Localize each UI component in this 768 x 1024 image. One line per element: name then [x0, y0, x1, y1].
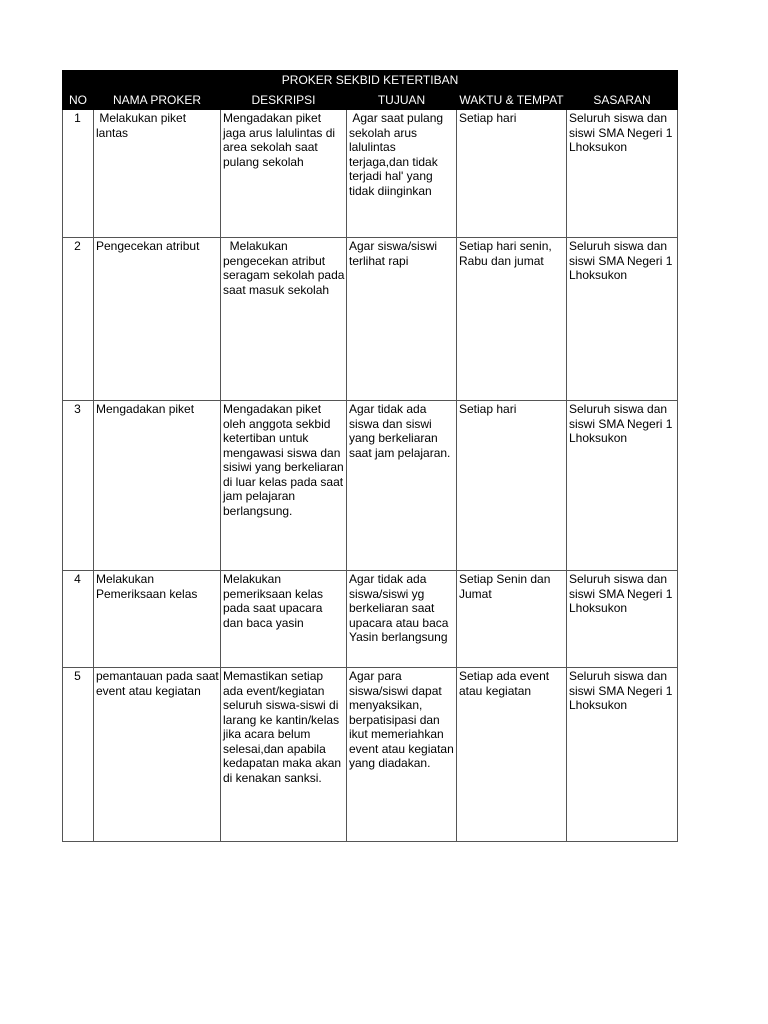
header-waktu-tempat: WAKTU & TEMPAT	[457, 91, 567, 110]
cell-no: 3	[63, 401, 94, 571]
document-page	[62, 70, 677, 842]
proker-table	[62, 70, 678, 842]
cell-deskripsi: Mengadakan piket oleh anggota sekbid ketertiban untuk mengawasi siswa dan sisiwi yang berkeliaran di luar kelas pada saat jam pelajaran berlangsung.	[221, 401, 347, 571]
cell-waktu-tempat: Setiap hari	[457, 110, 567, 238]
cell-sasaran: Seluruh siswa dan siswi SMA Negeri 1 Lhoksukon	[567, 668, 678, 842]
table-row	[63, 668, 678, 842]
cell-deskripsi: Melakukan pengecekan atribut seragam sekolah pada saat masuk sekolah	[221, 238, 347, 401]
cell-no: 4	[63, 571, 94, 668]
cell-no: 2	[63, 238, 94, 401]
cell-nama-proker: Mengadakan piket	[94, 401, 221, 571]
cell-deskripsi: Mengadakan piket jaga arus lalulintas di area sekolah saat pulang sekolah	[221, 110, 347, 238]
cell-nama-proker: Melakukan Pemeriksaan kelas	[94, 571, 221, 668]
table-row	[63, 571, 678, 668]
cell-sasaran: Seluruh siswa dan siswi SMA Negeri 1 Lhoksukon	[567, 110, 678, 238]
cell-tujuan: Agar saat pulang sekolah arus lalulintas terjaga,dan tidak terjadi hal' yang tidak diinginkan	[347, 110, 457, 238]
table-title-row	[63, 71, 678, 91]
cell-no: 5	[63, 668, 94, 842]
header-tujuan: TUJUAN	[347, 91, 457, 110]
header-sasaran: SASARAN	[567, 91, 678, 110]
header-deskripsi: DESKRIPSI	[221, 91, 347, 110]
header-no: NO	[63, 91, 94, 110]
table-row	[63, 401, 678, 571]
cell-no: 1	[63, 110, 94, 238]
cell-sasaran: Seluruh siswa dan siswi SMA Negeri 1 Lhoksukon	[567, 401, 678, 571]
cell-deskripsi: Memastikan setiap ada event/kegiatan seluruh siswa-siswi di larang ke kantin/kelas jika acara belum selesai,dan apabila kedapatan maka akan di kenakan sanksi.	[221, 668, 347, 842]
cell-waktu-tempat: Setiap hari senin, Rabu dan jumat	[457, 238, 567, 401]
cell-sasaran: Seluruh siswa dan siswi SMA Negeri 1 Lhoksukon	[567, 571, 678, 668]
cell-tujuan: Agar siswa/siswi terlihat rapi	[347, 238, 457, 401]
cell-waktu-tempat: Setiap ada event atau kegiatan	[457, 668, 567, 842]
cell-sasaran: Seluruh siswa dan siswi SMA Negeri 1 Lhoksukon	[567, 238, 678, 401]
cell-waktu-tempat: Setiap Senin dan Jumat	[457, 571, 567, 668]
table-title: PROKER SEKBID KETERTIBAN	[63, 71, 678, 91]
cell-tujuan: Agar para siswa/siswi dapat menyaksikan, berpatisipasi dan ikut memeriahkan event atau kegiatan yang diadakan.	[347, 668, 457, 842]
cell-waktu-tempat: Setiap hari	[457, 401, 567, 571]
cell-nama-proker: pemantauan pada saat event atau kegiatan	[94, 668, 221, 842]
cell-deskripsi: Melakukan pemeriksaan kelas pada saat upacara dan baca yasin	[221, 571, 347, 668]
cell-nama-proker: Pengecekan atribut	[94, 238, 221, 401]
header-nama-proker: NAMA PROKER	[94, 91, 221, 110]
table-header-row	[63, 91, 678, 110]
cell-tujuan: Agar tidak ada siswa/siswi yg berkeliaran saat upacara atau baca Yasin berlangsung	[347, 571, 457, 668]
cell-nama-proker: Melakukan piket lantas	[94, 110, 221, 238]
table-row	[63, 110, 678, 238]
cell-tujuan: Agar tidak ada siswa dan siswi yang berkeliaran saat jam pelajaran.	[347, 401, 457, 571]
table-row	[63, 238, 678, 401]
